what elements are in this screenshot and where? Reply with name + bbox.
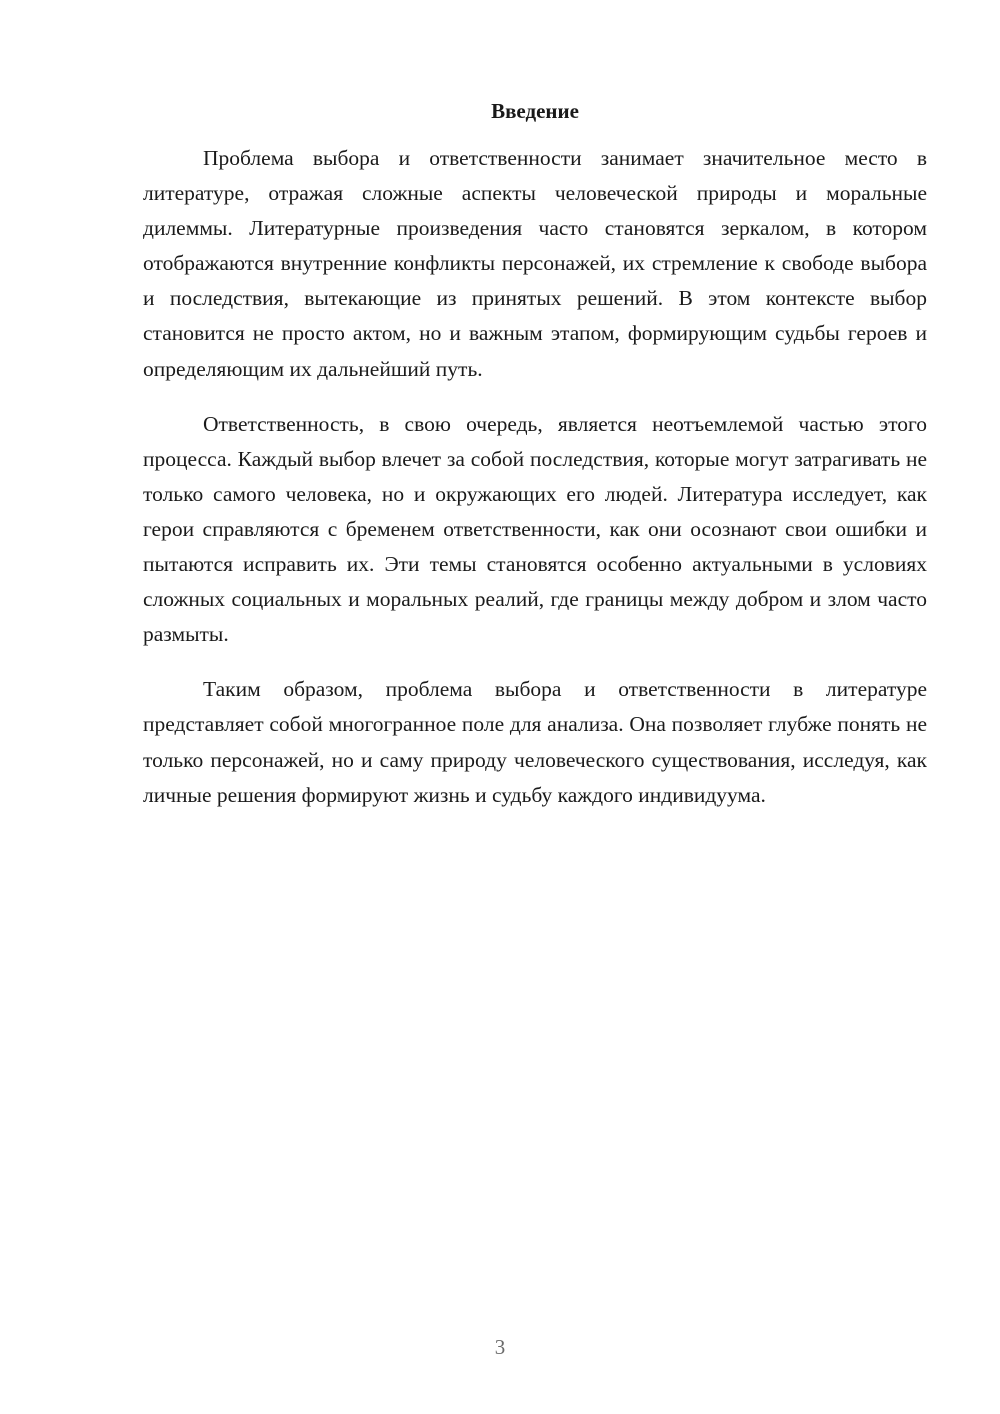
page-content <box>143 96 927 813</box>
page-number: 3 <box>494 1335 506 1359</box>
paragraph-2: Ответственность, в свою очередь, является неотъемлемой частью этого процесса. Каждый выбор влечет за собой последствия, которые могут затрагивать не только самого человека, но и окружающих его людей. Литература исследует, как герои справляются с бременем ответственности, как они осознают свои ошибки и пытаются исправить их. Эти темы становятся особенно актуальными в условиях сложных социальных и моральных реалий, где границы между добром и злом часто размыты. <box>143 411 927 647</box>
section-title: Введение <box>491 99 579 123</box>
paragraph-3: Таким образом, проблема выбора и ответственности в литературе представляет собой многогранное поле для анализа. Она позволяет глубже понять не только персонажей, но и саму природу человеческого существования, исследуя, как личные решения формируют жизнь и судьбу каждого индивидуума. <box>143 677 927 807</box>
paragraph-1: Проблема выбора и ответственности занимает значительное место в литературе, отражая сложные аспекты человеческой природы и моральные дилеммы. Литературные произведения часто становятся зеркалом, в котором отображаются внутренние конфликты персонажей, их стремление к свободе выбора и последствия, вытекающие из принятых решений. В этом контексте выбор становится не просто актом, но и важным этапом, формирующим судьбы героев и определяющим их дальнейший путь. <box>143 146 927 381</box>
